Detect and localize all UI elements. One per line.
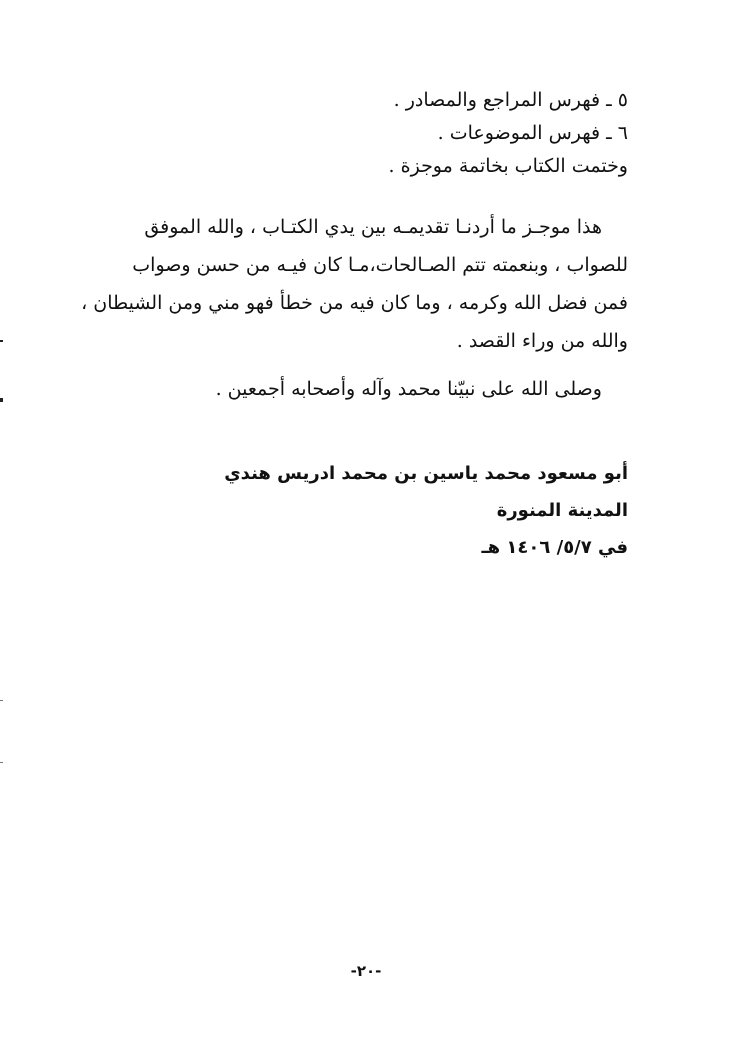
paragraph-line: فمن فضل الله وكرمه ، وما كان فيه من خطأ فهو مني ومن الشيطان ، xyxy=(81,292,628,314)
index-list xyxy=(308,84,628,183)
author-signature xyxy=(108,455,628,566)
scan-edge-mark xyxy=(0,700,3,701)
blessing-line: وصلى الله على نبيّنا محمد وآله وأصحابه أجمعين . xyxy=(215,378,602,400)
paragraph-line: هذا موجـز ما أردنـا تقديمـه بين يدي الكتـاب ، والله الموفق xyxy=(144,216,602,238)
list-item: وختمت الكتاب بخاتمة موجزة . xyxy=(388,155,628,177)
scan-edge-mark xyxy=(0,762,3,763)
closing-paragraph xyxy=(81,208,628,360)
blessing-text xyxy=(108,370,628,408)
list-item: ٥ ـ فهرس المراجع والمصادر . xyxy=(393,89,628,111)
list-item: ٦ ـ فهرس الموضوعات . xyxy=(437,122,628,144)
page-number: -٢٠- xyxy=(350,962,382,980)
author-name: أبو مسعود محمد ياسين بن محمد ادريس هندي xyxy=(224,463,628,484)
scan-edge-mark xyxy=(0,398,3,402)
paragraph-line: للصواب ، وبنعمته تتم الصـالحات،مـا كان فيـه من حسن وصواب xyxy=(132,254,628,276)
author-city: المدينة المنورة xyxy=(496,500,628,521)
signature-date: في ٥/٧/ ١٤٠٦ هـ xyxy=(481,537,628,558)
paragraph-line: والله من وراء القصد . xyxy=(456,330,628,352)
scan-edge-mark xyxy=(0,340,3,342)
